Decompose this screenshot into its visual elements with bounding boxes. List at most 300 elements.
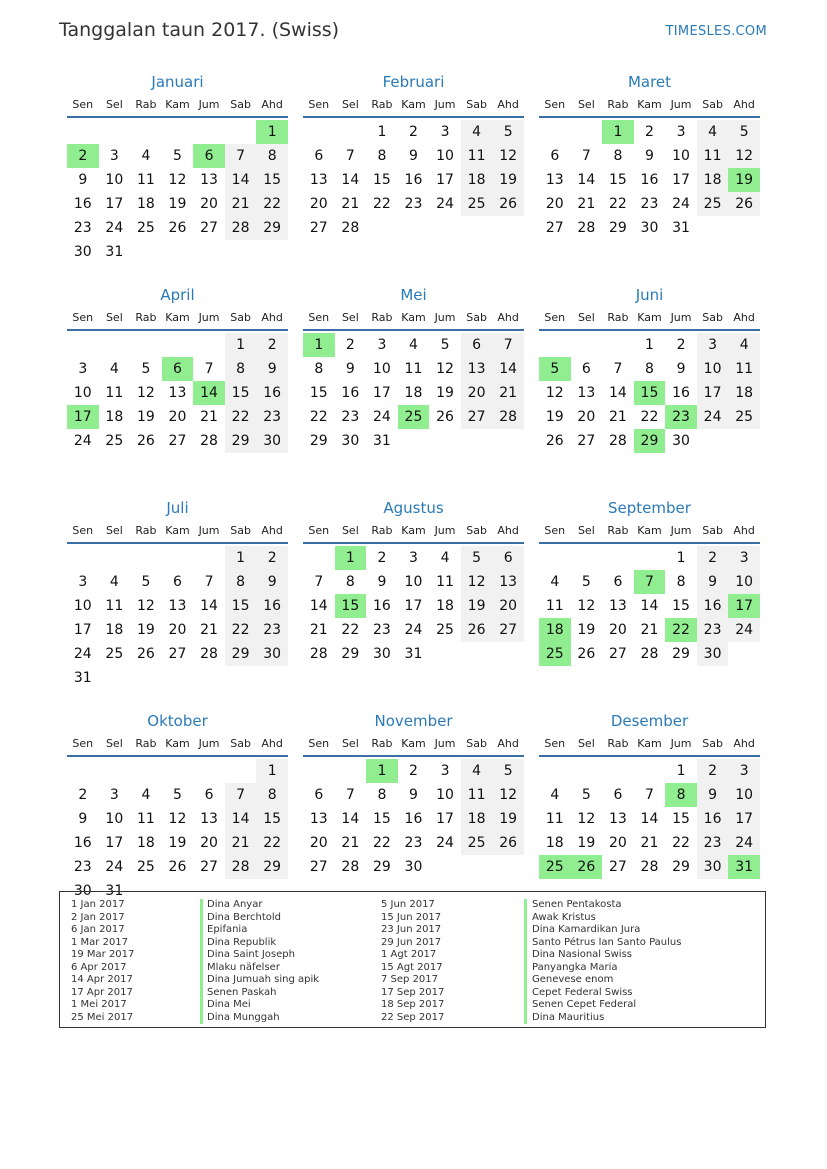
day-cell: 26	[728, 192, 760, 216]
day-cell: 22	[341, 622, 360, 638]
day-cell: 11	[461, 783, 493, 807]
holiday-day-cell: 7	[634, 570, 666, 594]
day-cell: 10	[105, 172, 124, 188]
weekday-label: Ahd	[261, 98, 283, 111]
day-cell: 18	[105, 409, 124, 425]
day-cell: 9	[645, 148, 654, 164]
month-name: Juli	[166, 499, 189, 517]
empty-cell	[162, 759, 194, 783]
day-cell: 12	[168, 172, 187, 188]
weekday-label: Ahd	[497, 311, 519, 324]
day-cell: 18	[436, 598, 454, 614]
day-cell: 19	[545, 409, 564, 425]
holiday-day-cell: 25	[539, 642, 571, 666]
legend-entry: 23 Jun 2017	[381, 924, 442, 935]
legend-entry: Senen Pentakosta	[532, 899, 622, 910]
day-cell: 15	[672, 598, 690, 614]
legend-entry: Senen Cepet Federal	[532, 999, 637, 1010]
day-cell: 12	[728, 144, 760, 168]
day-cell: 10	[105, 811, 124, 827]
day-cell: 16	[73, 835, 92, 851]
day-cell: 22	[372, 196, 391, 212]
empty-cell	[225, 759, 257, 783]
day-cell: 28	[200, 433, 218, 449]
day-cell: 28	[492, 405, 524, 429]
day-cell: 6	[461, 333, 493, 357]
day-cell: 9	[409, 148, 418, 164]
holiday-day-cell: 25	[539, 855, 571, 879]
day-cell: 31	[672, 220, 690, 236]
legend-entry: Awak Kristus	[532, 911, 596, 923]
month-name: Agustus	[383, 499, 444, 517]
day-cell: 23	[372, 622, 391, 638]
day-cell: 11	[105, 385, 124, 401]
weekday-header	[303, 733, 524, 757]
day-cell: 15	[256, 807, 288, 831]
day-cell: 7	[204, 574, 214, 590]
day-cell: 1	[256, 759, 288, 783]
day-cell: 27	[200, 859, 218, 875]
legend-entry: 5 Jun 2017	[381, 899, 435, 910]
holiday-day-cell: 18	[539, 618, 571, 642]
day-cell: 7	[613, 361, 623, 377]
day-cell: 22	[256, 831, 288, 855]
day-cell: 31	[372, 433, 391, 449]
day-cell: 27	[309, 220, 328, 236]
day-cell: 27	[577, 433, 596, 449]
day-cell: 16	[341, 385, 360, 401]
day-cell: 30	[372, 646, 391, 662]
day-cell: 12	[545, 385, 564, 401]
weekday-label: Kam	[401, 98, 426, 111]
day-cell: 21	[309, 622, 328, 638]
day-cell: 12	[136, 385, 155, 401]
day-cell: 11	[436, 574, 454, 590]
empty-cell	[571, 546, 603, 570]
day-cell: 21	[492, 381, 524, 405]
weekday-label: Sab	[230, 737, 251, 750]
holiday-day-cell: 26	[571, 855, 603, 879]
weekday-label: Sen	[72, 311, 94, 324]
day-cell: 17	[404, 598, 423, 614]
day-cell: 28	[608, 433, 627, 449]
weekday-label: Sel	[105, 311, 123, 324]
day-cell: 21	[577, 196, 596, 212]
day-cell: 21	[608, 409, 627, 425]
weekday-label: Sab	[702, 524, 723, 537]
legend-names-col-1	[207, 899, 319, 1024]
weekday-label: Rab	[135, 524, 157, 537]
empty-cell	[193, 759, 225, 783]
day-cell: 15	[372, 811, 391, 827]
day-grid	[67, 333, 288, 453]
day-cell: 31	[404, 646, 423, 662]
weekday-label: Sel	[105, 98, 123, 111]
day-cell: 13	[545, 172, 564, 188]
day-cell: 28	[341, 220, 360, 236]
day-cell: 18	[697, 168, 729, 192]
day-cell: 9	[78, 172, 88, 188]
holiday-day-cell: 5	[539, 357, 571, 381]
weekday-label: Rab	[371, 98, 393, 111]
day-cell: 8	[314, 361, 324, 377]
holiday-day-cell: 1	[366, 759, 398, 783]
day-cell: 25	[105, 646, 124, 662]
day-cell: 7	[345, 787, 355, 803]
day-cell: 7	[204, 361, 214, 377]
day-cell: 15	[372, 172, 391, 188]
month-januari	[67, 70, 288, 283]
day-cell: 25	[697, 192, 729, 216]
day-cell: 15	[608, 172, 627, 188]
day-cell: 6	[173, 574, 182, 590]
weekday-header	[539, 307, 760, 331]
month-juli	[67, 496, 288, 709]
day-cell: 2	[345, 337, 355, 353]
day-cell: 24	[728, 831, 760, 855]
day-cell: 25	[136, 859, 155, 875]
day-cell: 16	[640, 172, 659, 188]
empty-cell	[67, 759, 99, 783]
day-cell: 18	[404, 385, 423, 401]
empty-cell	[539, 546, 571, 570]
day-cell: 29	[372, 859, 391, 875]
weekday-label: Ahd	[261, 311, 283, 324]
day-cell: 28	[200, 646, 218, 662]
day-cell: 5	[461, 546, 493, 570]
day-cell: 23	[640, 196, 659, 212]
day-cell: 9	[256, 570, 288, 594]
day-cell: 20	[461, 381, 493, 405]
holiday-day-cell: 29	[634, 429, 666, 453]
day-cell: 14	[640, 598, 659, 614]
day-cell: 18	[728, 381, 760, 405]
day-cell: 26	[168, 220, 187, 236]
day-cell: 28	[225, 216, 257, 240]
weekday-header	[303, 307, 524, 331]
day-cell: 13	[309, 172, 328, 188]
empty-cell	[67, 333, 99, 357]
holiday-day-cell: 1	[256, 120, 288, 144]
day-cell: 2	[676, 337, 686, 353]
day-cell: 10	[728, 570, 760, 594]
day-cell: 11	[136, 811, 155, 827]
day-grid	[303, 546, 524, 666]
weekday-label: Rab	[371, 311, 393, 324]
empty-cell	[602, 333, 634, 357]
empty-cell	[99, 333, 131, 357]
weekday-label: Sab	[702, 98, 723, 111]
weekday-label: Sen	[308, 524, 330, 537]
day-cell: 16	[404, 811, 423, 827]
day-cell: 13	[168, 385, 187, 401]
day-cell: 14	[577, 172, 596, 188]
month-april	[67, 283, 288, 496]
weekday-label: Sab	[702, 737, 723, 750]
empty-cell	[130, 333, 162, 357]
day-cell: 9	[676, 361, 686, 377]
legend-entry: Dina Anyar	[207, 899, 263, 910]
weekday-label: Sel	[105, 737, 123, 750]
day-cell: 28	[225, 855, 257, 879]
holiday-day-cell: 15	[634, 381, 666, 405]
day-cell: 20	[200, 196, 218, 212]
legend-names-col-2	[532, 899, 681, 1024]
day-cell: 24	[73, 433, 92, 449]
day-grid	[539, 546, 760, 666]
day-cell: 12	[168, 811, 187, 827]
day-cell: 27	[168, 646, 187, 662]
day-cell: 4	[697, 120, 729, 144]
day-cell: 29	[309, 433, 328, 449]
day-cell: 23	[73, 220, 92, 236]
day-cell: 12	[577, 598, 596, 614]
day-cell: 16	[256, 594, 288, 618]
day-cell: 14	[309, 598, 328, 614]
day-cell: 4	[461, 759, 493, 783]
day-cell: 2	[256, 333, 288, 357]
legend-entry: 1 Agt 2017	[381, 949, 437, 960]
day-cell: 1	[645, 337, 654, 353]
legend-entry: Epifania	[207, 924, 248, 935]
day-cell: 20	[168, 622, 187, 638]
month-name: September	[608, 499, 691, 517]
day-cell: 24	[728, 618, 760, 642]
day-cell: 17	[73, 622, 92, 638]
day-cell: 27	[461, 405, 493, 429]
day-cell: 12	[461, 570, 493, 594]
weekday-label: Sen	[72, 524, 94, 537]
month-name: April	[160, 286, 195, 304]
day-cell: 21	[341, 835, 360, 851]
day-cell: 15	[309, 385, 328, 401]
day-cell: 23	[256, 618, 288, 642]
day-cell: 31	[105, 244, 124, 260]
day-cell: 20	[608, 835, 627, 851]
day-cell: 29	[672, 859, 690, 875]
day-cell: 8	[225, 357, 257, 381]
day-cell: 25	[105, 433, 124, 449]
day-cell: 28	[640, 859, 659, 875]
empty-cell	[335, 120, 367, 144]
day-cell: 4	[141, 787, 151, 803]
day-cell: 6	[581, 361, 591, 377]
weekday-label: Ahd	[733, 737, 755, 750]
day-cell: 11	[136, 172, 155, 188]
day-cell: 29	[225, 429, 257, 453]
month-agustus	[303, 496, 524, 709]
day-cell: 7	[581, 148, 591, 164]
day-cell: 10	[404, 574, 423, 590]
day-cell: 5	[173, 787, 182, 803]
weekday-label: Jum	[434, 524, 456, 537]
day-cell: 5	[728, 120, 760, 144]
day-cell: 21	[640, 622, 659, 638]
day-cell: 20	[309, 835, 328, 851]
empty-cell	[539, 759, 571, 783]
weekday-label: Ahd	[733, 311, 755, 324]
day-cell: 8	[645, 361, 654, 377]
day-cell: 16	[672, 385, 690, 401]
holiday-day-cell: 8	[665, 783, 697, 807]
day-cell: 25	[136, 220, 155, 236]
holiday-day-cell: 22	[665, 618, 697, 642]
weekday-label: Jum	[670, 311, 692, 324]
day-cell: 5	[581, 787, 591, 803]
day-cell: 9	[78, 811, 88, 827]
calendar-grid	[67, 70, 760, 922]
day-cell: 8	[345, 574, 355, 590]
day-cell: 23	[341, 409, 360, 425]
day-grid	[303, 759, 524, 879]
day-cell: 24	[672, 196, 690, 212]
day-cell: 30	[697, 855, 729, 879]
day-cell: 12	[492, 144, 524, 168]
weekday-label: Rab	[135, 311, 157, 324]
day-grid	[303, 120, 524, 240]
day-cell: 20	[492, 594, 524, 618]
day-cell: 3	[728, 546, 760, 570]
day-cell: 30	[73, 883, 92, 899]
day-cell: 14	[341, 172, 360, 188]
day-cell: 3	[409, 550, 418, 566]
empty-cell	[99, 120, 131, 144]
day-cell: 9	[697, 783, 729, 807]
legend-entry: 15 Agt 2017	[381, 961, 443, 973]
weekday-label: Jum	[198, 524, 220, 537]
day-cell: 30	[672, 433, 690, 449]
month-name: Maret	[627, 73, 672, 91]
brand-link[interactable]: TIMESLES.COM	[665, 24, 767, 39]
month-februari	[303, 70, 524, 283]
day-cell: 1	[676, 550, 686, 566]
day-cell: 26	[436, 409, 454, 425]
weekday-header	[539, 733, 760, 757]
day-cell: 11	[461, 144, 493, 168]
day-cell: 13	[608, 598, 627, 614]
empty-cell	[225, 120, 257, 144]
legend-entry: 15 Jun 2017	[381, 911, 442, 923]
day-cell: 18	[105, 622, 124, 638]
day-cell: 14	[200, 598, 218, 614]
weekday-label: Sen	[308, 98, 330, 111]
empty-cell	[602, 759, 634, 783]
weekday-label: Sen	[544, 737, 566, 750]
weekday-label: Rab	[607, 524, 629, 537]
day-grid	[303, 333, 524, 453]
legend-entry: Mlaku näfelser	[207, 961, 280, 973]
day-cell: 28	[309, 646, 328, 662]
day-cell: 16	[372, 598, 391, 614]
weekday-label: Sel	[341, 524, 359, 537]
holiday-day-cell: 14	[193, 381, 225, 405]
day-cell: 16	[73, 196, 92, 212]
day-cell: 15	[256, 168, 288, 192]
day-cell: 30	[256, 429, 288, 453]
weekday-label: Jum	[434, 737, 456, 750]
legend-entry: 17 Sep 2017	[381, 986, 445, 998]
day-cell: 2	[409, 124, 418, 140]
day-cell: 18	[461, 168, 493, 192]
day-cell: 13	[608, 811, 627, 827]
month-name: November	[374, 712, 453, 730]
day-cell: 23	[73, 859, 92, 875]
weekday-label: Sen	[72, 98, 94, 111]
day-cell: 13	[200, 172, 218, 188]
day-cell: 6	[613, 574, 623, 590]
empty-cell	[571, 759, 603, 783]
legend-dates-col-1	[71, 899, 134, 1024]
empty-cell	[571, 333, 603, 357]
empty-cell	[571, 120, 603, 144]
day-cell: 9	[256, 357, 288, 381]
day-cell: 17	[697, 381, 729, 405]
legend-entry: 25 Mei 2017	[71, 1011, 134, 1023]
day-cell: 6	[204, 787, 214, 803]
day-cell: 24	[372, 409, 391, 425]
day-cell: 29	[341, 646, 360, 662]
empty-cell	[130, 759, 162, 783]
day-cell: 18	[545, 835, 564, 851]
day-cell: 30	[256, 642, 288, 666]
weekday-label: Jum	[198, 737, 220, 750]
empty-cell	[193, 546, 225, 570]
day-cell: 23	[404, 196, 423, 212]
page-title: Tanggalan taun 2017. (Swiss)	[59, 19, 340, 41]
day-cell: 3	[109, 787, 119, 803]
legend-divider-1	[200, 899, 203, 1024]
day-cell: 24	[436, 196, 454, 212]
day-cell: 30	[697, 642, 729, 666]
day-cell: 29	[672, 646, 690, 662]
empty-cell	[634, 759, 666, 783]
weekday-label: Jum	[670, 98, 692, 111]
day-cell: 29	[256, 855, 288, 879]
day-cell: 13	[309, 811, 328, 827]
day-cell: 23	[697, 618, 729, 642]
day-cell: 10	[697, 357, 729, 381]
legend-entry: Dina Saint Joseph	[207, 949, 295, 960]
day-cell: 20	[309, 196, 328, 212]
day-cell: 22	[672, 835, 690, 851]
day-cell: 9	[345, 361, 355, 377]
weekday-label: Sen	[308, 737, 330, 750]
day-cell: 8	[256, 144, 288, 168]
month-mei	[303, 283, 524, 496]
holiday-day-cell: 25	[398, 405, 430, 429]
day-cell: 10	[73, 598, 92, 614]
weekday-label: Kam	[401, 737, 426, 750]
day-cell: 2	[78, 787, 88, 803]
day-cell: 13	[200, 811, 218, 827]
day-cell: 23	[404, 835, 423, 851]
weekday-label: Kam	[165, 98, 190, 111]
weekday-label: Kam	[401, 311, 426, 324]
weekday-label: Sab	[466, 98, 487, 111]
day-cell: 26	[577, 646, 596, 662]
day-cell: 22	[608, 196, 627, 212]
day-cell: 19	[577, 835, 596, 851]
day-cell: 21	[225, 831, 257, 855]
day-cell: 25	[728, 405, 760, 429]
day-cell: 30	[341, 433, 360, 449]
day-cell: 26	[545, 433, 564, 449]
day-cell: 13	[168, 598, 187, 614]
weekday-header	[67, 520, 288, 544]
legend-entry: Dina Jumuah sing apik	[207, 974, 320, 985]
day-cell: 12	[436, 361, 454, 377]
legend-entry: 7 Sep 2017	[381, 974, 439, 985]
